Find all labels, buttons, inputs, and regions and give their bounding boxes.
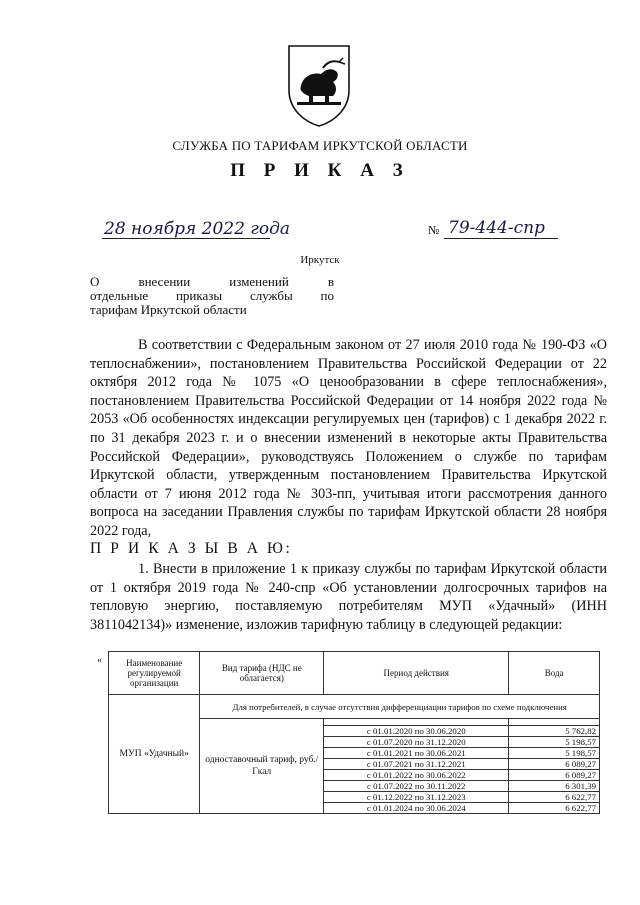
subject-line-2: отдельные приказы службы по <box>90 288 334 303</box>
order-word: П Р И К А З Ы В А Ю: <box>90 540 293 557</box>
period-cell: с 01.01.2024 по 30.06.2024 <box>324 803 509 814</box>
value-cell: 5 198,57 <box>509 748 600 759</box>
value-cell: 5 198,57 <box>509 737 600 748</box>
order-subject <box>90 275 334 317</box>
subject-line-1: О внесении изменений в <box>90 274 334 289</box>
value-cell: 6 301,39 <box>509 781 600 792</box>
period-cell: с 01.07.2022 по 30.11.2022 <box>324 781 509 792</box>
agency-name: СЛУЖБА ПО ТАРИФАМ ИРКУТСКОЙ ОБЛАСТИ <box>172 138 468 153</box>
date-underline <box>102 238 270 239</box>
period-cell: с 01.01.2022 по 30.06.2022 <box>324 770 509 781</box>
tariff-type-cell: одноставочный тариф, руб./Гкал <box>200 719 324 814</box>
period-cell: с 01.12.2022 по 31.12.2023 <box>324 792 509 803</box>
preamble-block <box>90 336 607 541</box>
number-underline <box>444 238 558 239</box>
document-type-title: П Р И К А З <box>230 160 410 181</box>
order-item-1 <box>90 560 607 634</box>
spacer-cell <box>324 719 509 726</box>
tariff-table <box>108 651 600 814</box>
city-name: Иркутск <box>300 254 340 266</box>
handwritten-number: 79-444-спр <box>448 218 545 238</box>
spacer-cell <box>509 719 600 726</box>
period-cell: с 01.01.2020 по 30.06.2020 <box>324 726 509 737</box>
period-cell: с 01.07.2021 по 31.12.2021 <box>324 759 509 770</box>
coat-of-arms-icon <box>283 42 355 128</box>
value-cell: 5 762,82 <box>509 726 600 737</box>
table-header-row <box>109 652 600 695</box>
consumer-note-row <box>109 695 600 719</box>
table-open-quote: « <box>97 655 102 666</box>
preamble-text: В соответствии с Федеральным законом от 27 июля 2010 года № 190-ФЗ «О теплоснабжении», постановлением Правительства Российской Федерации от 22 октября 2012 года № 1075 «О ценообразовании в сфере теплоснабжения», постановлением Правительства Российской Федерации от 14 ноября 2022 года № 2053 «Об особенностях индексации регулируемых цен (тарифов) с 1 декабря 2022 г. по 31 декабря 2023 г. и о внесении изменений в некоторые акты Правительства Российской Федерации», руководствуясь Положением о службе по тарифам Иркутской области, утвержденным постановлением Правительства Иркутской области от 7 июня 2012 года № 303-пп, учитывая итоги рассмотрения данного вопроса на заседании Правления службы по тарифам Иркутской области 28 ноября 2022 года, <box>90 337 607 539</box>
number-prefix: № <box>428 223 440 237</box>
header-water: Вода <box>509 652 600 695</box>
header-period: Период действия <box>324 652 509 695</box>
value-cell: 6 622,77 <box>509 792 600 803</box>
header-tariff-type: Вид тарифа (НДС не облагается) <box>200 652 324 695</box>
value-cell: 6 089,27 <box>509 759 600 770</box>
order-item-1-text: 1. Внести в приложение 1 к приказу службы по тарифам Иркутской области от 1 октября 2019 года № 240-спр «Об установлении долгосрочных тарифов на тепловую энергию, поставляемую потребителям МУП «Удачный» (ИНН 3811042134)» изменение, изложив тарифную таблицу в следующей редакции: <box>90 561 607 633</box>
org-name-cell: МУП «Удачный» <box>109 695 200 814</box>
period-cell: с 01.07.2020 по 31.12.2020 <box>324 737 509 748</box>
handwritten-date: 28 ноября 2022 года <box>104 219 291 239</box>
header-org: Наименование регулируемой организации <box>109 652 200 695</box>
value-cell: 6 622,77 <box>509 803 600 814</box>
value-cell: 6 089,27 <box>509 770 600 781</box>
consumer-note-cell: Для потребителей, в случае отсутствия дифференциации тарифов по схеме подключения <box>200 695 600 719</box>
period-cell: с 01.01.2021 по 30.06.2021 <box>324 748 509 759</box>
subject-line-3: тарифам Иркутской области <box>90 302 247 317</box>
